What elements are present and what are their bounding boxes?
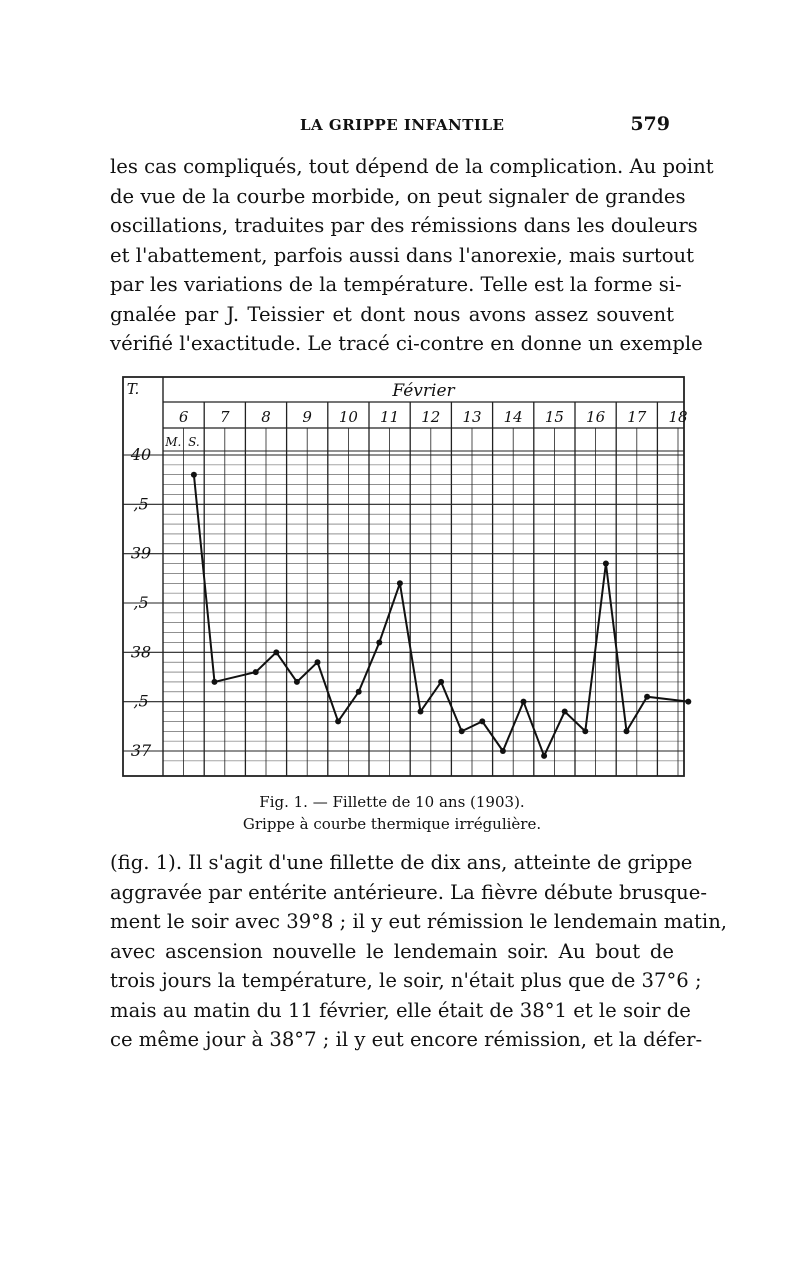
- temperature-point: [459, 728, 465, 734]
- text-line: vérifié l'exactitude. Le tracé ci-contre en donne un exemple: [110, 332, 703, 355]
- y-tick-label: ,5: [133, 691, 149, 711]
- temperature-point: [294, 679, 300, 685]
- day-label: 11: [380, 408, 400, 426]
- day-label: 12: [421, 408, 441, 426]
- temperature-point: [603, 561, 609, 567]
- text-line: les cas compliqués, tout dépend de la complication. Au point: [110, 155, 714, 178]
- day-label: 9: [302, 408, 312, 426]
- temperature-point: [479, 718, 485, 724]
- day-label: 17: [627, 408, 647, 426]
- day-label: 8: [261, 408, 271, 426]
- session-label: S.: [188, 435, 200, 449]
- temperature-point: [335, 718, 341, 724]
- figure-caption-line-2: Grippe à courbe thermique irrégulière.: [242, 815, 542, 833]
- text-line: aggravée par entérite antérieure. La fièvre débute brusque-: [110, 880, 707, 904]
- body-paragraph-2: [110, 848, 728, 1055]
- chart-frame: [123, 377, 684, 776]
- day-label: 7: [220, 408, 230, 426]
- session-label: M.: [165, 435, 182, 449]
- temperature-point: [582, 728, 588, 734]
- temperature-point: [356, 689, 362, 695]
- temperature-point: [315, 659, 321, 665]
- page-number: 579: [630, 113, 670, 135]
- temperature-point: [644, 694, 650, 700]
- y-tick-label: ,5: [133, 593, 149, 612]
- temperature-point: [500, 748, 506, 754]
- chart-title: Février: [392, 381, 455, 401]
- text-line: ment le soir avec 39°8 ; il y eut rémission le lendemain matin,: [110, 910, 728, 933]
- day-label: 14: [503, 408, 523, 426]
- temperature-point: [438, 679, 444, 685]
- text-line: mais au matin du 11 février, elle était de 38°1 et le soir de: [110, 998, 691, 1022]
- y-axis-label: T.: [126, 380, 140, 398]
- text-line: et l'abattement, parfois aussi dans l'anorexie, mais surtout: [110, 243, 695, 267]
- temperature-series-line: [194, 475, 688, 756]
- temperature-point: [562, 709, 568, 715]
- temperature-point: [212, 679, 218, 685]
- temperature-point: [253, 669, 259, 675]
- temperature-point: [624, 728, 630, 734]
- temperature-point: [191, 472, 197, 478]
- figure-caption: [110, 791, 674, 835]
- day-label: 13: [462, 408, 482, 426]
- text-line: avec ascension nouvelle le lendemain soir. Au bout de: [110, 939, 674, 963]
- temperature-point: [418, 709, 424, 715]
- day-label: 10: [338, 408, 358, 426]
- text-line: par les variations de la température. Telle est la forme si-: [110, 273, 682, 296]
- day-label: 15: [544, 408, 564, 426]
- y-tick-label: ,5: [133, 494, 149, 514]
- y-tick-label: 38: [130, 642, 152, 662]
- y-tick-label: 40: [130, 445, 152, 464]
- text-line: trois jours la température, le soir, n'était plus que de 37°6 ;: [110, 969, 702, 992]
- text-line: (fig. 1). Il s'agit d'une fillette de dix ans, atteinte de grippe: [110, 851, 693, 874]
- text-line: gnalée par J. Teissier et dont nous avons assez souvent: [110, 302, 674, 326]
- temperature-point: [397, 580, 403, 586]
- day-label: 16: [586, 408, 606, 426]
- text-line: de vue de la courbe morbide, on peut signaler de grandes: [110, 184, 686, 208]
- temperature-point: [685, 699, 691, 705]
- temperature-point: [273, 649, 279, 655]
- temperature-point: [521, 699, 527, 705]
- figure-caption-line-1: Fig. 1. — Fillette de 10 ans (1903).: [259, 793, 525, 811]
- day-label: 18: [668, 408, 688, 426]
- text-line: ce même jour à 38°7 ; il y eut encore rémission, et la défer-: [110, 1028, 703, 1051]
- y-tick-label: 39: [130, 543, 152, 563]
- temperature-point: [376, 639, 382, 645]
- day-label: 6: [178, 408, 189, 426]
- temperature-point: [541, 753, 547, 759]
- y-tick-label: 37: [130, 741, 152, 760]
- running-title: LA GRIPPE INFANTILE: [300, 116, 505, 134]
- text-line: oscillations, traduites par des rémissions dans les douleurs: [110, 214, 698, 237]
